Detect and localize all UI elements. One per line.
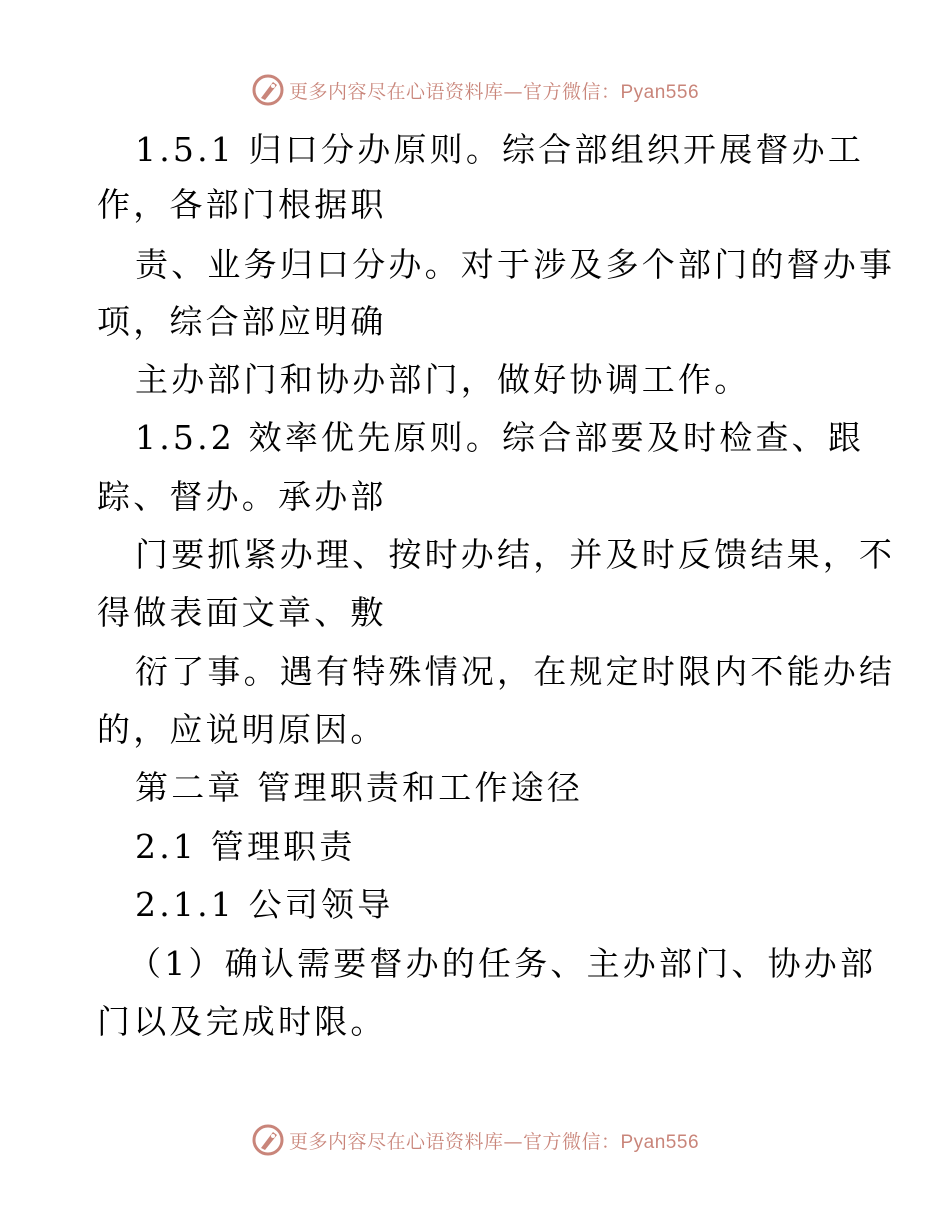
paragraph-line: 项，综合部应明确 bbox=[97, 302, 387, 341]
paragraph-line: 1.5.1 归口分办原则。综合部组织开展督办工 bbox=[135, 130, 865, 169]
paragraph-line: 责、业务归口分办。对于涉及多个部门的督办事 bbox=[135, 245, 896, 284]
footer-banner-text: 更多内容尽在心语资料库—官方微信：Pyan556 bbox=[288, 1130, 700, 1153]
paragraph-line: 得做表面文章、敷 bbox=[97, 593, 387, 632]
paragraph-line: 衍了事。遇有特殊情况，在规定时限内不能办结 bbox=[135, 652, 896, 691]
header-banner-text: 更多内容尽在心语资料库—官方微信：Pyan556 bbox=[288, 80, 700, 103]
pen-nib-logo-icon bbox=[251, 1123, 285, 1157]
header-banner-handle: Pyan556 bbox=[620, 81, 700, 103]
paragraph-line: 作，各部门根据职 bbox=[97, 185, 387, 224]
chapter-heading: 第二章 管理职责和工作途径 bbox=[135, 768, 584, 807]
paragraph-line: 踪、督办。承办部 bbox=[97, 477, 387, 516]
header-banner bbox=[0, 70, 950, 110]
footer-banner-handle: Pyan556 bbox=[620, 1131, 700, 1153]
section-heading: 2.1 管理职责 bbox=[135, 827, 356, 866]
paragraph-line: 主办部门和协办部门，做好协调工作。 bbox=[135, 360, 751, 399]
subsection-heading: 2.1.1 公司领导 bbox=[135, 885, 394, 924]
paragraph-line: 门要抓紧办理、按时办结，并及时反馈结果，不 bbox=[135, 535, 896, 574]
paragraph-line: （1）确认需要督办的任务、主办部门、协办部 bbox=[128, 944, 877, 983]
paragraph-line: 的，应说明原因。 bbox=[97, 710, 387, 749]
paragraph-line: 门以及完成时限。 bbox=[97, 1002, 387, 1041]
footer-banner bbox=[0, 1120, 950, 1160]
pen-nib-logo-icon bbox=[251, 73, 285, 107]
paragraph-line: 1.5.2 效率优先原则。综合部要及时检查、跟 bbox=[135, 418, 865, 457]
